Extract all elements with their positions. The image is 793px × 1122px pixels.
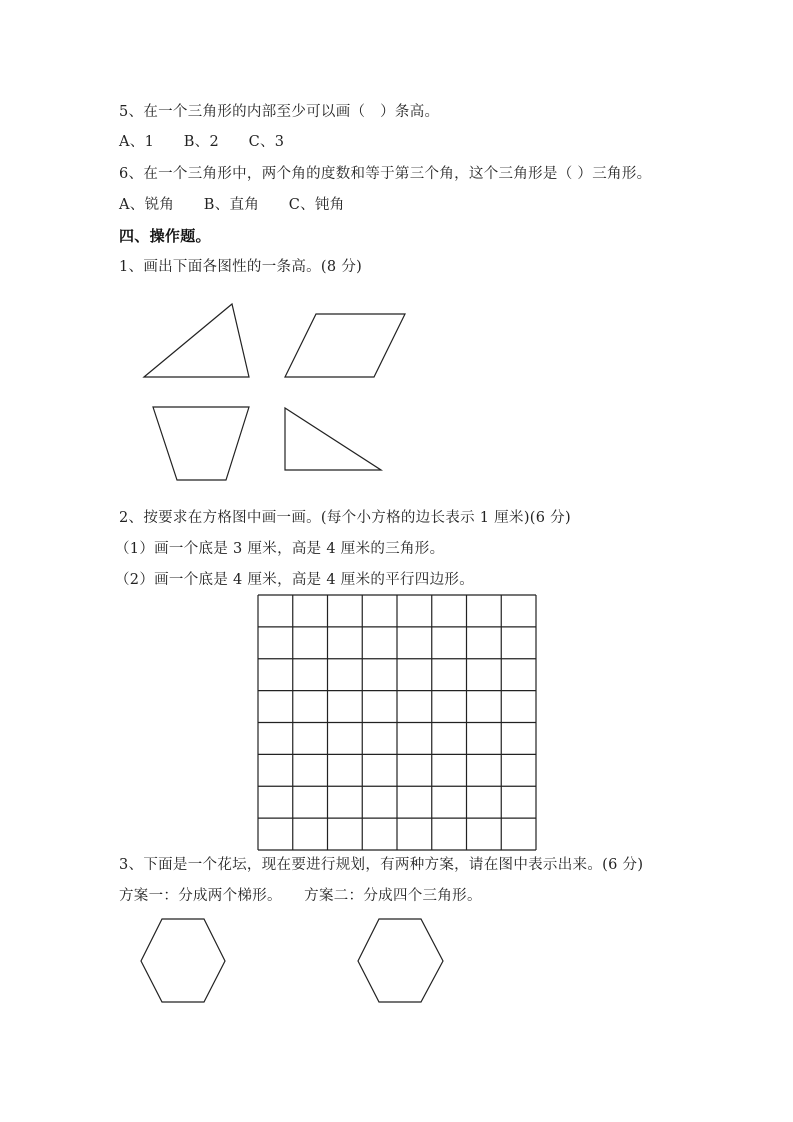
hexagon-plan-2[interactable]	[358, 919, 443, 1002]
question-6: 6、在一个三角形中，两个角的度数和等于第三个角，这个三角形是（ ）三角形。	[119, 166, 652, 182]
square-grid[interactable]	[258, 595, 536, 850]
section-4-title: 四、操作题。	[119, 227, 211, 245]
triangle-shape	[144, 304, 249, 377]
item-3-text: 3、下面是一个花坛，现在要进行规划，有两种方案，请在图中表示出来。(6 分)	[119, 857, 644, 873]
item-2-sub-1: （1）画一个底是 3 厘米，高是 4 厘米的三角形。	[115, 541, 445, 557]
hexagon-plan-1[interactable]	[141, 919, 225, 1002]
question-5: 5、在一个三角形的内部至少可以画（ ）条高。	[119, 104, 440, 120]
item-3-plans: 方案一：分成两个梯形。 方案二：分成四个三角形。	[119, 888, 482, 904]
right-triangle-shape	[285, 408, 381, 470]
parallelogram-shape	[285, 314, 405, 377]
trapezoid-shape	[153, 407, 249, 480]
item-2-sub-2: （2）画一个底是 4 厘米，高是 4 厘米的平行四边形。	[115, 572, 475, 588]
question-6-options: A、锐角 B、直角 C、钝角	[119, 197, 345, 213]
item-1-text: 1、画出下面各图性的一条高。(8 分)	[119, 259, 363, 275]
question-5-options: A、1 B、2 C、3	[119, 134, 285, 150]
item-2-text: 2、按要求在方格图中画一画。(每个小方格的边长表示 1 厘米)(6 分)	[119, 510, 571, 526]
